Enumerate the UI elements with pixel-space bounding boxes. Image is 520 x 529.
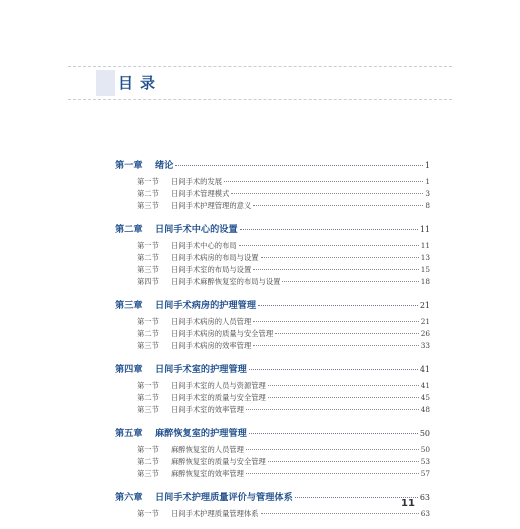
section-title: 日间手术病房的人员管理 (171, 317, 252, 326)
section-number: 第一节 (137, 381, 159, 390)
dot-leader (239, 245, 419, 246)
section-number: 第三节 (137, 341, 159, 350)
dot-leader (253, 345, 418, 346)
section-title: 日间手术室的布局与设置 (171, 265, 252, 274)
section-number: 第三节 (137, 405, 159, 414)
dot-leader (268, 461, 419, 462)
section-page-number: 18 (420, 277, 430, 286)
dot-leader (295, 497, 418, 498)
table-of-contents (115, 157, 430, 529)
section-number: 第二节 (137, 393, 159, 402)
section-page-number: 13 (420, 253, 430, 262)
dot-leader (275, 333, 419, 334)
section-number: 第三节 (137, 201, 159, 210)
section-page-number: 26 (420, 329, 430, 338)
section-row[interactable] (115, 393, 430, 405)
dot-leader (261, 513, 419, 514)
section-title: 日间手术病房的质量与安全管理 (171, 329, 274, 338)
section-title: 日间手术护理质量管理体系 (171, 509, 259, 518)
chapter-page-number: 63 (419, 493, 430, 502)
page-number: 11 (401, 498, 415, 509)
section-page-number: 50 (420, 445, 430, 454)
section-number: 第二节 (137, 189, 159, 198)
section-page-number: 48 (420, 405, 430, 414)
section-title: 日间手术室的质量与安全管理 (171, 393, 266, 402)
section-page-number: 45 (420, 393, 430, 402)
chapter-heading-row[interactable] (115, 425, 430, 439)
chapter-heading-row[interactable] (115, 221, 430, 235)
chapter-heading-row[interactable] (115, 489, 430, 503)
chapter-title: 麻醉恢复室的护理管理 (155, 428, 247, 439)
chapter-page-number: 41 (419, 365, 430, 374)
section-list (115, 317, 430, 353)
chapter-heading-row[interactable] (115, 157, 430, 171)
section-number: 第一节 (137, 317, 159, 326)
section-list (115, 445, 430, 481)
chapter-title: 日间手术病房的护理管理 (155, 300, 257, 311)
section-page-number: 33 (420, 341, 430, 350)
section-row[interactable] (115, 445, 430, 457)
section-title: 日间手术室的效率管理 (171, 405, 244, 414)
chapter-heading-row[interactable] (115, 361, 430, 375)
section-row[interactable] (115, 405, 430, 417)
chapter-number: 第六章 (115, 492, 143, 503)
dot-leader (249, 369, 418, 370)
section-row[interactable] (115, 509, 430, 521)
chapter-entry (115, 425, 430, 481)
chapter-page-number: 21 (419, 301, 430, 310)
section-row[interactable] (115, 265, 430, 277)
chapter-number: 第五章 (115, 428, 143, 439)
chapter-page-number: 1 (424, 161, 430, 170)
section-row[interactable] (115, 177, 430, 189)
section-number: 第四节 (137, 277, 159, 286)
chapter-number: 第三章 (115, 300, 143, 311)
section-row[interactable] (115, 329, 430, 341)
page-title: 目录 (118, 74, 163, 92)
header-divider-top (68, 66, 452, 67)
section-title: 麻醉恢复室的效率管理 (171, 469, 244, 478)
section-row[interactable] (115, 189, 430, 201)
chapter-page-number: 50 (419, 429, 430, 438)
section-page-number: 63 (420, 509, 430, 518)
section-row[interactable] (115, 341, 430, 353)
section-page-number: 1 (425, 177, 430, 186)
section-title: 日间手术的发展 (171, 177, 223, 186)
section-page-number: 11 (420, 241, 430, 250)
chapter-heading-row[interactable] (115, 297, 430, 311)
section-title: 日间手术室的人员与资源管理 (171, 381, 266, 390)
chapter-title: 日间手术护理质量评价与管理体系 (155, 492, 293, 503)
dot-leader (258, 305, 418, 306)
section-row[interactable] (115, 317, 430, 329)
dot-leader (246, 409, 419, 410)
section-number: 第三节 (137, 265, 159, 274)
chapter-entry (115, 221, 430, 289)
chapter-entry (115, 489, 430, 521)
section-row[interactable] (115, 381, 430, 393)
section-row[interactable] (115, 201, 430, 213)
chapter-title: 日间手术中心的设置 (155, 224, 238, 235)
dot-leader (224, 181, 423, 182)
section-number: 第二节 (137, 253, 159, 262)
dot-leader (261, 257, 419, 258)
section-title: 麻醉恢复室的质量与安全管理 (171, 457, 266, 466)
section-title: 日间手术管理模式 (171, 189, 230, 198)
section-page-number: 21 (420, 317, 430, 326)
section-list (115, 241, 430, 289)
chapter-entry (115, 361, 430, 417)
dot-leader (246, 473, 419, 474)
chapter-page-number: 11 (419, 225, 430, 234)
dot-leader (268, 397, 419, 398)
section-list (115, 381, 430, 417)
section-row[interactable] (115, 469, 430, 481)
section-number: 第二节 (137, 457, 159, 466)
section-title: 日间手术中心的布局 (171, 241, 237, 250)
section-page-number: 53 (420, 457, 430, 466)
section-number: 第一节 (137, 445, 159, 454)
section-title: 日间手术病房的效率管理 (171, 341, 252, 350)
chapter-number: 第二章 (115, 224, 143, 235)
section-row[interactable] (115, 253, 430, 265)
chapter-entry (115, 297, 430, 353)
dot-leader (253, 269, 418, 270)
chapter-entry (115, 157, 430, 213)
section-page-number: 8 (425, 201, 430, 210)
section-title: 日间手术麻醉恢复室的布局与设置 (171, 277, 281, 286)
section-list (115, 177, 430, 213)
dot-leader (268, 385, 419, 386)
section-row[interactable] (115, 277, 430, 289)
chapter-number: 第四章 (115, 364, 143, 375)
section-number: 第一节 (137, 509, 159, 518)
section-row[interactable] (115, 241, 430, 253)
section-page-number: 57 (420, 469, 430, 478)
section-number: 第一节 (137, 241, 159, 250)
chapter-number: 第一章 (115, 160, 143, 171)
section-page-number: 41 (420, 381, 430, 390)
dot-leader (240, 229, 418, 230)
dot-leader (282, 281, 418, 282)
section-title: 日间手术护理管理的意义 (171, 201, 252, 210)
dot-leader (246, 449, 419, 450)
dot-leader (249, 433, 418, 434)
dot-leader (231, 193, 423, 194)
section-page-number: 15 (420, 265, 430, 274)
section-list (115, 509, 430, 521)
section-title: 日间手术病房的布局与设置 (171, 253, 259, 262)
section-number: 第三节 (137, 469, 159, 478)
header-accent-block (96, 70, 115, 96)
chapter-title: 日间手术室的护理管理 (155, 364, 247, 375)
section-page-number: 3 (425, 189, 430, 198)
section-number: 第二节 (137, 329, 159, 338)
section-title: 麻醉恢复室的人员管理 (171, 445, 244, 454)
section-number: 第一节 (137, 177, 159, 186)
chapter-title: 绪论 (155, 160, 174, 171)
dot-leader (253, 321, 418, 322)
dot-leader (253, 205, 423, 206)
section-row[interactable] (115, 457, 430, 469)
dot-leader (175, 165, 423, 166)
header-divider-bottom (68, 99, 452, 100)
